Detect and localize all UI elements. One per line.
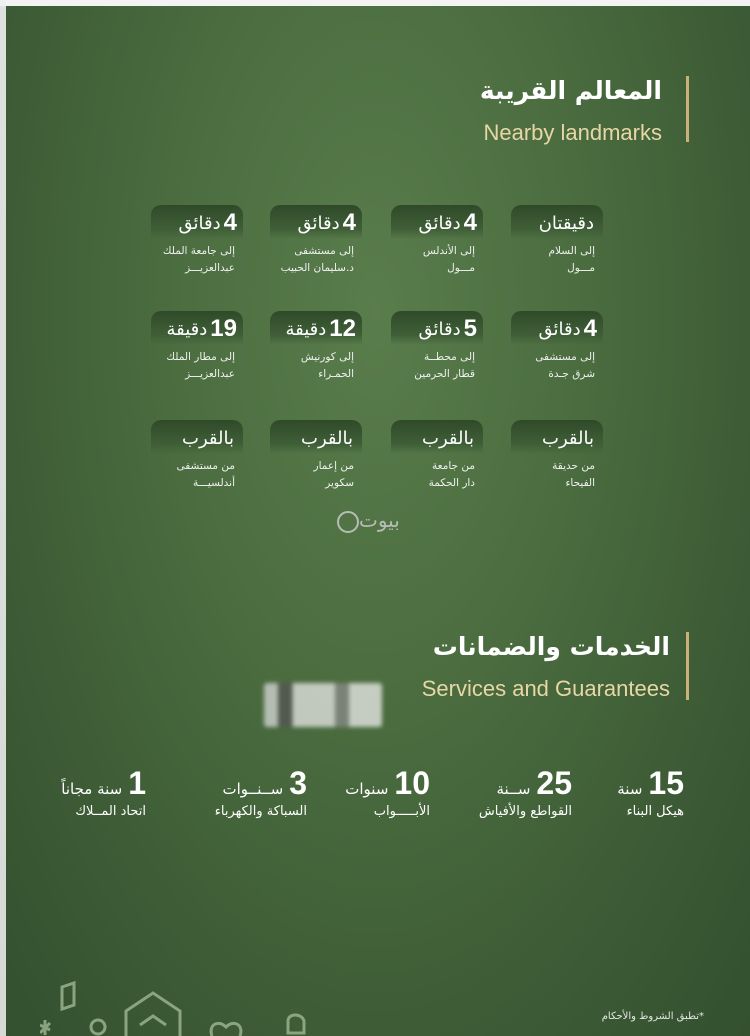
services-title-en: Services and Guarantees <box>421 676 670 701</box>
landmark-line1: إلى السلام <box>548 245 595 257</box>
landmark-unit: بالقرب <box>542 428 594 449</box>
services-heading <box>422 632 670 702</box>
service-unit: ســنــوات <box>222 780 284 798</box>
service-number: 3 <box>289 765 307 801</box>
landmark-line1: إلى جامعة الملك <box>162 245 235 257</box>
landmark-unit: دقيقتان <box>538 213 594 234</box>
landmark-line1: إلى الأندلس <box>422 245 475 257</box>
top-border <box>0 0 750 6</box>
service-item <box>345 766 430 819</box>
service-number: 15 <box>648 765 684 801</box>
landmark-line1: إلى كورنيش <box>300 351 354 363</box>
landmark-card <box>511 205 603 277</box>
service-item <box>617 766 684 819</box>
landmark-desc <box>151 345 243 383</box>
service-number: 10 <box>394 765 430 801</box>
service-unit: ســنة <box>496 780 531 798</box>
sparkle-icon <box>40 1020 50 1035</box>
landmark-unit: دقيقة <box>285 319 327 340</box>
landmark-number: 4 <box>583 315 597 342</box>
landmark-desc <box>151 239 243 277</box>
watermark-text: بيوت <box>359 508 400 532</box>
landmark-unit: دقائق <box>538 319 581 340</box>
landmark-number: 19 <box>210 315 237 342</box>
landmark-desc <box>511 454 603 492</box>
landmark-desc <box>511 239 603 277</box>
landmark-number: 5 <box>463 315 477 342</box>
landmark-line1: من إعمار <box>313 460 354 472</box>
landmark-line2: قطار الحرمين <box>414 368 475 380</box>
landmark-time <box>391 311 483 345</box>
landmark-line2: الحمـراء <box>318 368 354 380</box>
landmark-line1: إلى مستشفى <box>535 351 595 363</box>
landmark-line2: الفيحاء <box>565 477 595 489</box>
heart-icon <box>211 1023 241 1036</box>
landmark-time <box>391 205 483 239</box>
landmark-line2: دار الحكمة <box>428 477 475 489</box>
service-item <box>61 766 146 819</box>
landmark-unit: دقائق <box>418 213 461 234</box>
landmark-desc <box>270 345 362 383</box>
landmark-time <box>151 205 243 239</box>
service-item <box>479 766 572 819</box>
landmark-desc <box>391 454 483 492</box>
landmarks-title-en: Nearby landmarks <box>483 120 662 145</box>
landmark-unit: دقائق <box>297 213 340 234</box>
landmarks-accent-line <box>686 76 689 142</box>
landmark-desc <box>151 454 243 492</box>
landmark-unit: بالقرب <box>301 428 353 449</box>
watermark <box>334 508 400 533</box>
service-label: الأبـــــواب <box>373 804 430 819</box>
service-label: السباكة والكهرباء <box>214 804 307 819</box>
landmark-desc <box>391 239 483 277</box>
service-label: القواطع والأفياش <box>478 804 572 819</box>
landmark-card <box>151 311 243 383</box>
left-border <box>0 0 6 1036</box>
terms-note: *تطبق الشروط والأحكام <box>601 1011 704 1022</box>
landmark-unit: بالقرب <box>182 428 234 449</box>
landmark-line2: مـــول <box>447 262 475 274</box>
landmarks-heading <box>480 76 662 146</box>
landmark-unit: دقائق <box>178 213 221 234</box>
landmark-desc <box>270 239 362 277</box>
landmark-time <box>270 205 362 239</box>
landmark-card <box>270 420 362 492</box>
landmark-line1: إلى محطــة <box>423 351 475 363</box>
landmark-number: 4 <box>463 209 477 236</box>
landmark-time <box>511 420 603 454</box>
service-number: 25 <box>536 765 572 801</box>
landmark-line2: عبدالعزيـــز <box>185 262 235 274</box>
landmark-time <box>511 205 603 239</box>
landmark-line1: إلى مستشفى <box>294 245 354 257</box>
landmark-time <box>270 420 362 454</box>
landmark-number: 4 <box>342 209 356 236</box>
blurred-logo <box>264 683 382 727</box>
landmark-card <box>391 205 483 277</box>
service-unit: سنوات <box>345 780 389 798</box>
services-title-ar: الخدمات والضمانات <box>432 632 670 661</box>
landmark-line2: مـــول <box>567 262 595 274</box>
landmark-line1: من مستشفى <box>176 460 235 472</box>
services-accent-line <box>686 632 689 700</box>
service-number: 1 <box>128 765 146 801</box>
dome-icon <box>288 1015 304 1033</box>
home-icon <box>126 993 180 1036</box>
landmark-line2: د.سليمان الحبيب <box>280 262 354 274</box>
landmark-time <box>270 311 362 345</box>
landmark-time <box>151 311 243 345</box>
landmark-card <box>391 311 483 383</box>
landmark-time <box>151 420 243 454</box>
landmark-desc <box>270 454 362 492</box>
landmark-line2: عبدالعزيـــز <box>185 368 235 380</box>
landmark-line2: أندلسيـــة <box>193 477 235 489</box>
landmark-unit: دقائق <box>418 319 461 340</box>
landmark-card <box>391 420 483 492</box>
watermark-logo-icon <box>337 511 359 533</box>
landmark-unit: بالقرب <box>422 428 474 449</box>
landmark-card <box>511 311 603 383</box>
landmark-card <box>151 420 243 492</box>
landmark-number: 4 <box>223 209 237 236</box>
landmark-unit: دقيقة <box>166 319 208 340</box>
landmark-desc <box>511 345 603 383</box>
landmark-card <box>270 205 362 277</box>
landmark-line1: من جامعة <box>432 460 475 472</box>
landmark-line2: سكوير <box>325 477 354 489</box>
service-unit: سنة <box>617 780 643 798</box>
landmark-line1: من حديقة <box>552 460 595 472</box>
service-item <box>215 766 307 819</box>
landmark-time <box>511 311 603 345</box>
landmark-card <box>151 205 243 277</box>
landmark-card <box>511 420 603 492</box>
landmark-time <box>391 420 483 454</box>
person-icon <box>91 1020 105 1034</box>
landmark-card <box>270 311 362 383</box>
leaf-icon <box>62 983 74 1009</box>
landmark-line1: إلى مطار الملك <box>166 351 235 363</box>
landmark-desc <box>391 345 483 383</box>
service-label: اتحاد المــلاك <box>75 804 146 819</box>
decorative-icons <box>40 975 320 1036</box>
service-label: هيكل البناء <box>626 804 684 819</box>
landmarks-title-ar: المعالم القريبة <box>479 76 662 105</box>
landmark-line2: شرق جـدة <box>548 368 595 380</box>
service-unit: سنة مجاناً <box>61 780 123 798</box>
landmark-number: 12 <box>329 315 356 342</box>
